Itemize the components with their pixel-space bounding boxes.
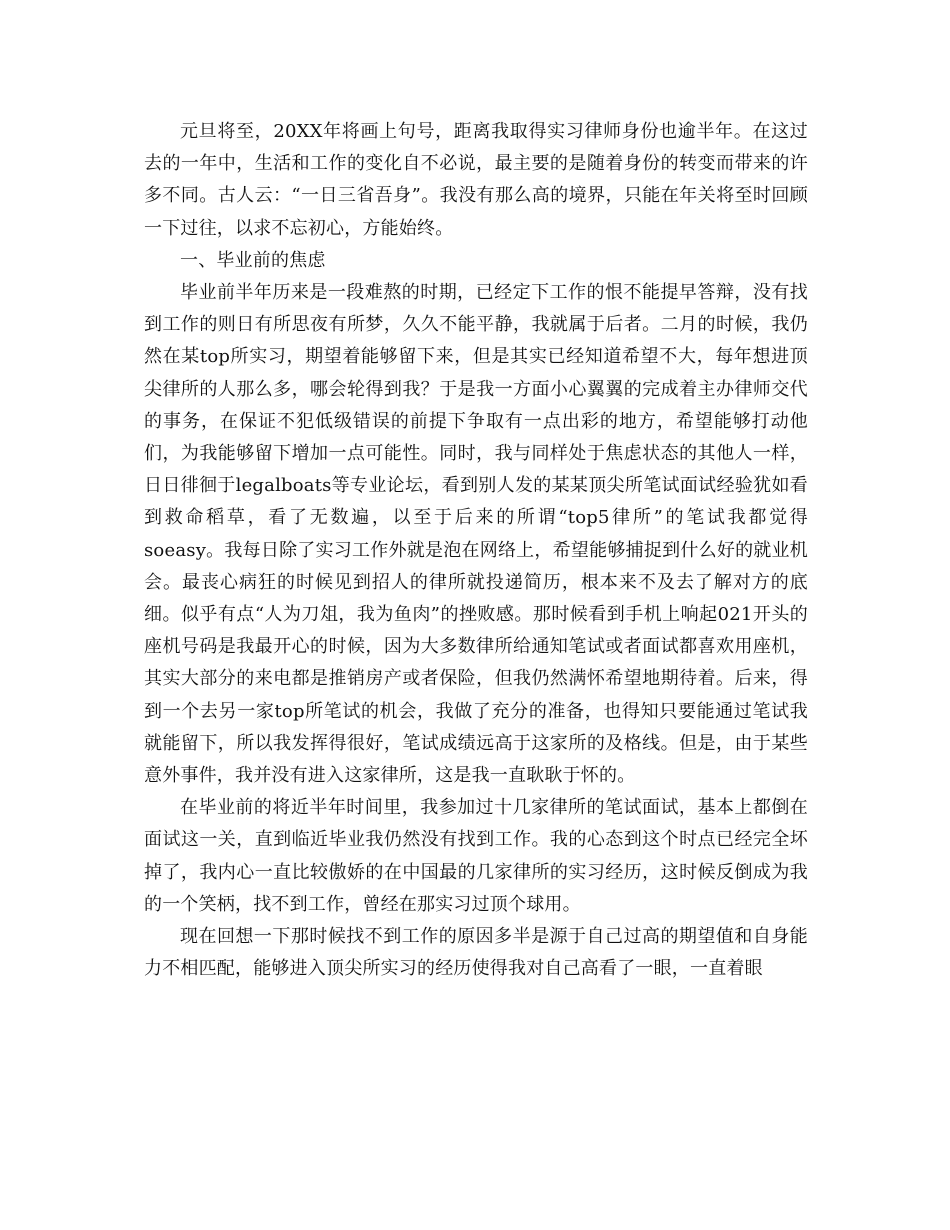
- paragraph-reflection: 现在回想一下那时候找不到工作的原因多半是源于自己过高的期望值和自身能力不相匹配，能够进入顶尖所实习的经历使得我对自己高看了一眼，一直着眼: [144, 926, 808, 980]
- document-body: [144, 116, 808, 985]
- paragraph-interviews: 在毕业前的将近半年时间里，我参加过十几家律所的笔试面试，基本上都倒在面试这一关，直到临近毕业我仍然没有找到工作。我的心态到这个时点已经完全坏掉了，我内心一直比较傲娇的在中国最的几家律所的实习经历，这时候反倒成为我的一个笑柄，找不到工作，曾经在那实习过顶个球用。: [144, 797, 808, 915]
- paragraph-anxiety: 毕业前半年历来是一段难熬的时期，已经定下工作的恨不能提早答辩，没有找到工作的则日有所思夜有所梦，久久不能平静，我就属于后者。二月的时候，我仍然在某top所实习，期望着能够留下来，但是其实已经知道希望不大，每年想进顶尖律所的人那么多，哪会轮得到我？于是我一方面小心翼翼的完成着主办律师交代的事务，在保证不犯低级错误的前提下争取有一点出彩的地方，希望能够打动他们，为我能够留下增加一点可能性。同时，我与同样处于焦虑状态的其他人一样，日日徘徊于legalboats等专业论坛，看到别人发的某某顶尖所笔试面试经验犹如看到救命稻草，看了无数遍，以至于后来的所谓“top5律所”的笔试我都觉得soeasy。我每日除了实习工作外就是泡在网络上，希望能够捕捉到什么好的就业机会。最丧心病狂的时候见到招人的律所就投递简历，根本来不及去了解对方的底细。似乎有点“人为刀俎，我为鱼肉”的挫败感。那时候看到手机上响起021开头的座机号码是我最开心的时候，因为大多数律所给通知笔试或者面试都喜欢用座机，其实大部分的来电都是推销房产或者保险，但我仍然满怀希望地期待着。后来，得到一个去另一家top所笔试的机会，我做了充分的准备，也得知只要能通过笔试我就能留下，所以我发挥得很好，笔试成绩远高于这家所的及格线。但是，由于某些意外事件，我并没有进入这家律所，这是我一直耿耿于怀的。: [144, 282, 808, 787]
- paragraph-intro: 元旦将至，20XX年将画上句号，距离我取得实习律师身份也逾半年。在这过去的一年中，生活和工作的变化自不必说，最主要的是随着身份的转变而带来的许多不同。古人云：“一日三省吾身”。我没有那么高的境界，只能在年关将至时回顾一下过往，以求不忘初心，方能始终。: [144, 121, 808, 239]
- section-heading: 一、毕业前的焦虑: [180, 249, 326, 271]
